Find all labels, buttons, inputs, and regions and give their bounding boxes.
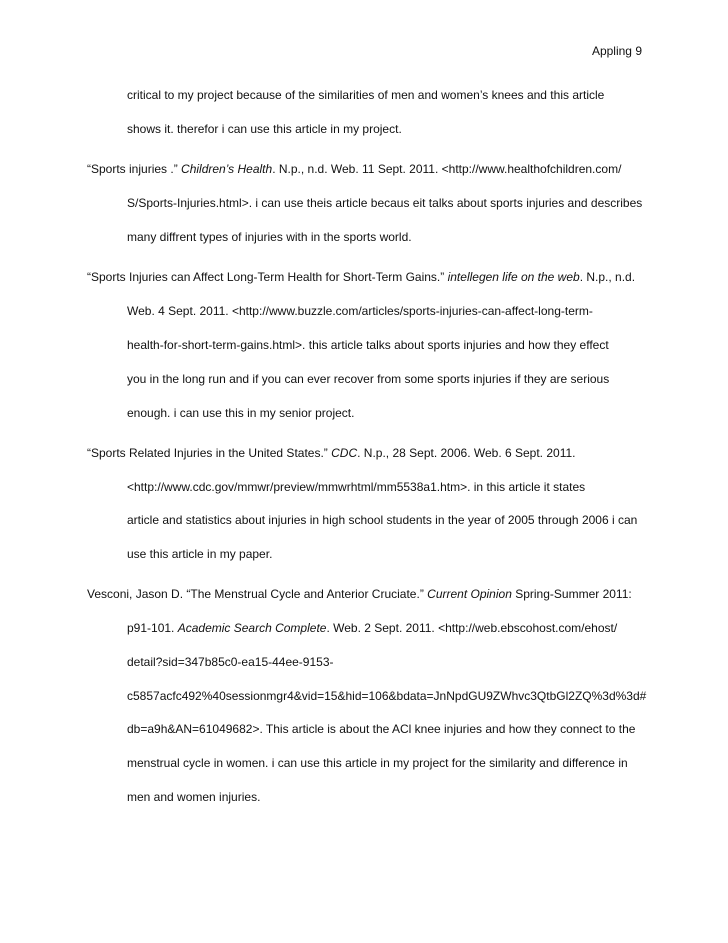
citation-source: intellegen life on the web <box>447 270 580 284</box>
text-line: S/Sports-Injuries.html>. i can use theis article becaus eit talks about sports injuries and describes <box>127 196 643 210</box>
citation-text: “Sports Injuries can Affect Long-Term Health for Short-Term Gains.” <box>87 270 448 284</box>
text-line: <http://www.cdc.gov/mmwr/preview/mmwrhtml/mm5538a1.htm>. in this article it states <box>127 480 586 494</box>
citation-text: Spring-Summer 2011: <box>511 587 632 601</box>
citation-text: . N.p., 28 Sept. 2006. Web. 6 Sept. 2011. <box>357 446 576 460</box>
citation-text: p91-101. <box>127 621 178 635</box>
text-line: Web. 4 Sept. 2011. <http://www.buzzle.com/articles/sports-injuries-can-affect-long-term- <box>127 304 593 318</box>
citation-first-line <box>87 445 576 461</box>
text-line: shows it. therefor i can use this article in my project. <box>127 122 402 136</box>
citation-text: . N.p., n.d. Web. 11 Sept. 2011. <http://www.healthofchildren.com/ <box>272 162 622 176</box>
citation-first-line <box>87 269 635 285</box>
text-line: menstrual cycle in women. i can use this article in my project for the similarity and difference in <box>127 756 628 770</box>
citation-first-line <box>87 586 632 602</box>
citation-text: Vesconi, Jason D. “The Menstrual Cycle and Anterior Cruciate.” <box>87 587 428 601</box>
text-line: article and statistics about injuries in high school students in the year of 2005 through 2006 i can <box>127 513 638 527</box>
running-head: Appling 9 <box>591 44 642 58</box>
citation-continuation-line <box>127 620 617 636</box>
citation-source: Children’s Health <box>181 162 273 176</box>
text-line: use this article in my paper. <box>127 547 273 561</box>
citation-text: . Web. 2 Sept. 2011. <http://web.ebscohost.com/ehost/ <box>326 621 618 635</box>
citation-source: Academic Search Complete <box>177 621 327 635</box>
citation-text: “Sports injuries .” <box>87 162 182 176</box>
citation-source: CDC <box>331 446 358 460</box>
citation-first-line <box>87 161 621 177</box>
citation-text: “Sports Related Injuries in the United States.” <box>87 446 332 460</box>
citation-source: Current Opinion <box>427 587 512 601</box>
text-line: enough. i can use this in my senior project. <box>127 406 355 420</box>
text-line: detail?sid=347b85c0-ea15-44ee-9153- <box>127 655 334 669</box>
text-line: health-for-short-term-gains.html>. this article talks about sports injuries and how they effect <box>127 338 609 352</box>
text-line: many diffrent types of injuries with in the sports world. <box>127 230 412 244</box>
text-line: men and women injuries. <box>127 790 261 804</box>
text-line: c5857acfc492%40sessionmgr4&vid=15&hid=106&bdata=JnNpdGU9ZWhvc3QtbGl2ZQ%3d%3d# <box>127 689 647 703</box>
text-line: you in the long run and if you can ever recover from some sports injuries if they are serious <box>127 372 610 386</box>
text-line: db=a9h&AN=61049682>. This article is about the ACl knee injuries and how they connect to the <box>127 722 636 736</box>
text-line: critical to my project because of the similarities of men and women’s knees and this article <box>127 88 605 102</box>
citation-text: . N.p., n.d. <box>579 270 636 284</box>
